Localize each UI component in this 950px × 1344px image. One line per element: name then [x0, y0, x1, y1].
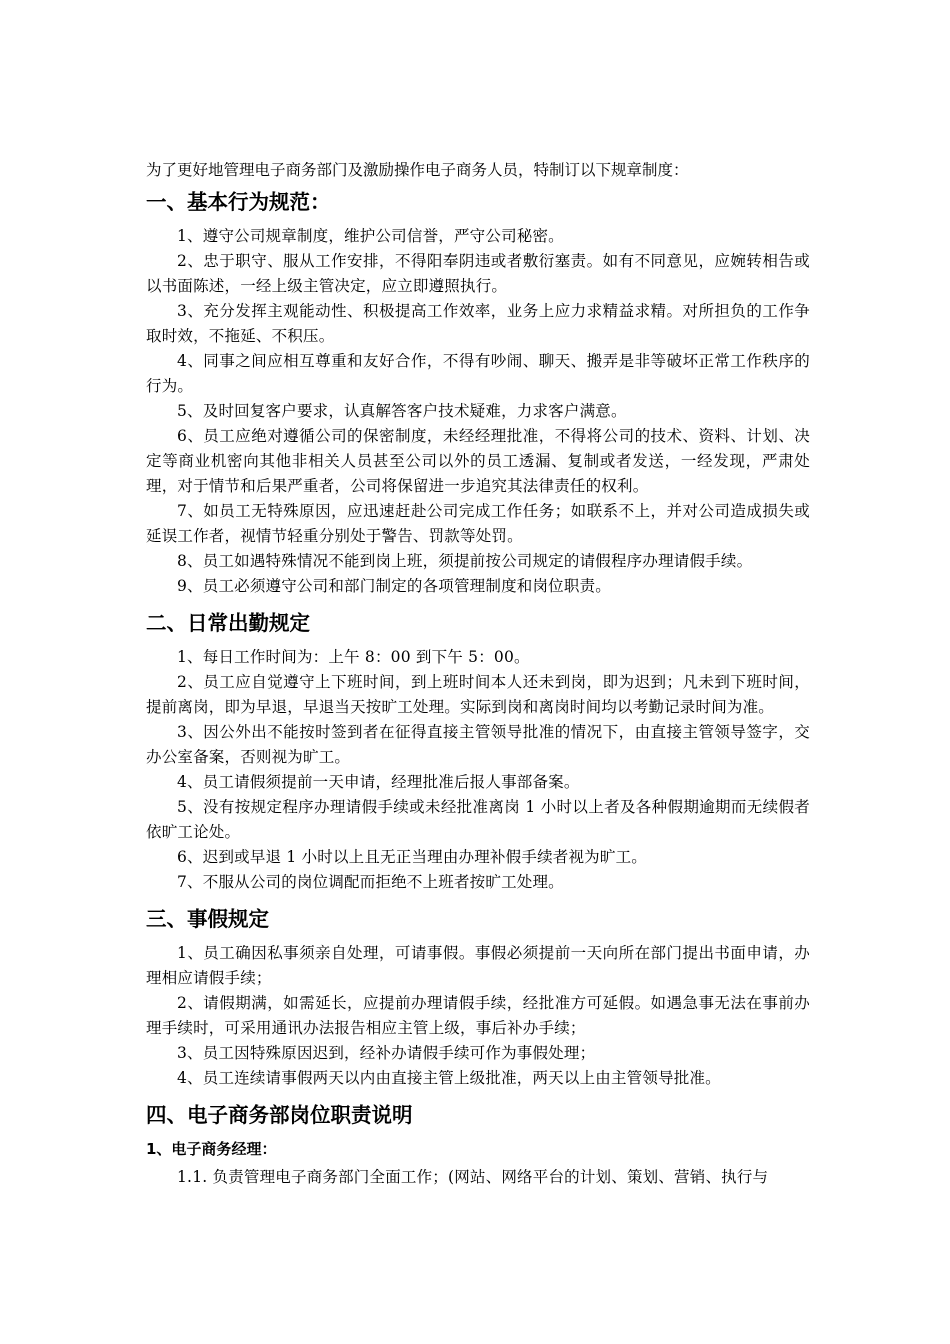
list-item: 8、员工如遇特殊情况不能到岗上班，须提前按公司规定的请假程序办理请假手续。	[177, 552, 753, 570]
list-item: 3、员工因特殊原因迟到，经补办请假手续可作为事假处理；	[177, 1044, 596, 1062]
subsection-heading: 1、电子商务经理：	[146, 1140, 277, 1158]
list-item: 4、员工连续请事假两天以内由直接主管上级批准，两天以上由主管领导批准。	[177, 1069, 721, 1087]
section-basic-conduct	[146, 188, 810, 599]
list-item: 6、迟到或早退 1 小时以上且无正当理由办理补假手续者视为旷工。	[177, 848, 647, 866]
list-item: 1、每日工作时间为：上午 8：00 到下午 5：00。	[177, 648, 530, 666]
list-item: 5、没有按规定程序办理请假手续或未经批准离岗 1 小时以上者及各种假期逾期而无续假者依旷工论处。	[146, 798, 810, 841]
list-item: 2、请假期满，如需延长，应提前办理请假手续，经批准方可延假。如遇急事无法在事前办理手续时，可采用通讯办法报告相应主管上级，事后补办手续；	[146, 994, 810, 1037]
section-job-duties	[146, 1101, 810, 1190]
section-heading: 三、事假规定	[146, 907, 269, 931]
list-item: 1.1. 负责管理电子商务部门全面工作；(网站、网络平台的计划、策划、营销、执行与	[177, 1168, 769, 1186]
list-item: 7、如员工无特殊原因，应迅速赶赴公司完成工作任务；如联系不上，并对公司造成损失或延误工作者，视情节轻重分别处于警告、罚款等处罚。	[146, 502, 810, 545]
list-item: 3、充分发挥主观能动性、积极提高工作效率，业务上应力求精益求精。对所担负的工作争取时效，不拖延、不积压。	[146, 302, 810, 345]
list-item: 9、员工必须遵守公司和部门制定的各项管理制度和岗位职责。	[177, 577, 611, 595]
list-item: 1、遵守公司规章制度，维护公司信誉，严守公司秘密。	[177, 227, 564, 245]
list-item: 5、及时回复客户要求，认真解答客户技术疑难，力求客户满意。	[177, 402, 627, 420]
list-item: 4、员工请假须提前一天申请，经理批准后报人事部备案。	[177, 773, 580, 791]
section-personal-leave	[146, 905, 810, 1091]
section-attendance	[146, 609, 810, 895]
list-item: 4、同事之间应相互尊重和友好合作，不得有吵闹、聊天、搬弄是非等破坏正常工作秩序的行为。	[146, 352, 810, 395]
intro-paragraph: 为了更好地管理电子商务部门及激励操作电子商务人员，特制订以下规章制度：	[146, 161, 689, 179]
list-item: 1、员工确因私事须亲自处理，可请事假。事假必须提前一天向所在部门提出书面申请，办理相应请假手续；	[146, 944, 810, 987]
section-heading: 二、日常出勤规定	[146, 611, 310, 635]
list-item: 2、员工应自觉遵守上下班时间，到上班时间本人还未到岗，即为迟到；凡未到下班时间，提前离岗，即为早退，早退当天按旷工处理。实际到岗和离岗时间均以考勤记录时间为准。	[146, 673, 810, 716]
list-item: 2、忠于职守、服从工作安排，不得阳奉阴违或者敷衍塞责。如有不同意见，应婉转相告或以书面陈述，一经上级主管决定，应立即遵照执行。	[146, 252, 810, 295]
document-body	[146, 158, 810, 1200]
list-item: 3、因公外出不能按时签到者在征得直接主管领导批准的情况下，由直接主管领导签字，交办公室备案，否则视为旷工。	[146, 723, 810, 766]
section-heading: 四、电子商务部岗位职责说明	[146, 1103, 413, 1127]
list-item: 6、员工应绝对遵循公司的保密制度，未经经理批准，不得将公司的技术、资料、计划、决定等商业机密向其他非相关人员甚至公司以外的员工透漏、复制或者发送，一经发现，严肃处理，对于情节和后果严重者，公司将保留进一步追究其法律责任的权利。	[146, 427, 810, 495]
section-heading: 一、基本行为规范：	[146, 190, 331, 214]
list-item: 7、不服从公司的岗位调配而拒绝不上班者按旷工处理。	[177, 873, 564, 891]
